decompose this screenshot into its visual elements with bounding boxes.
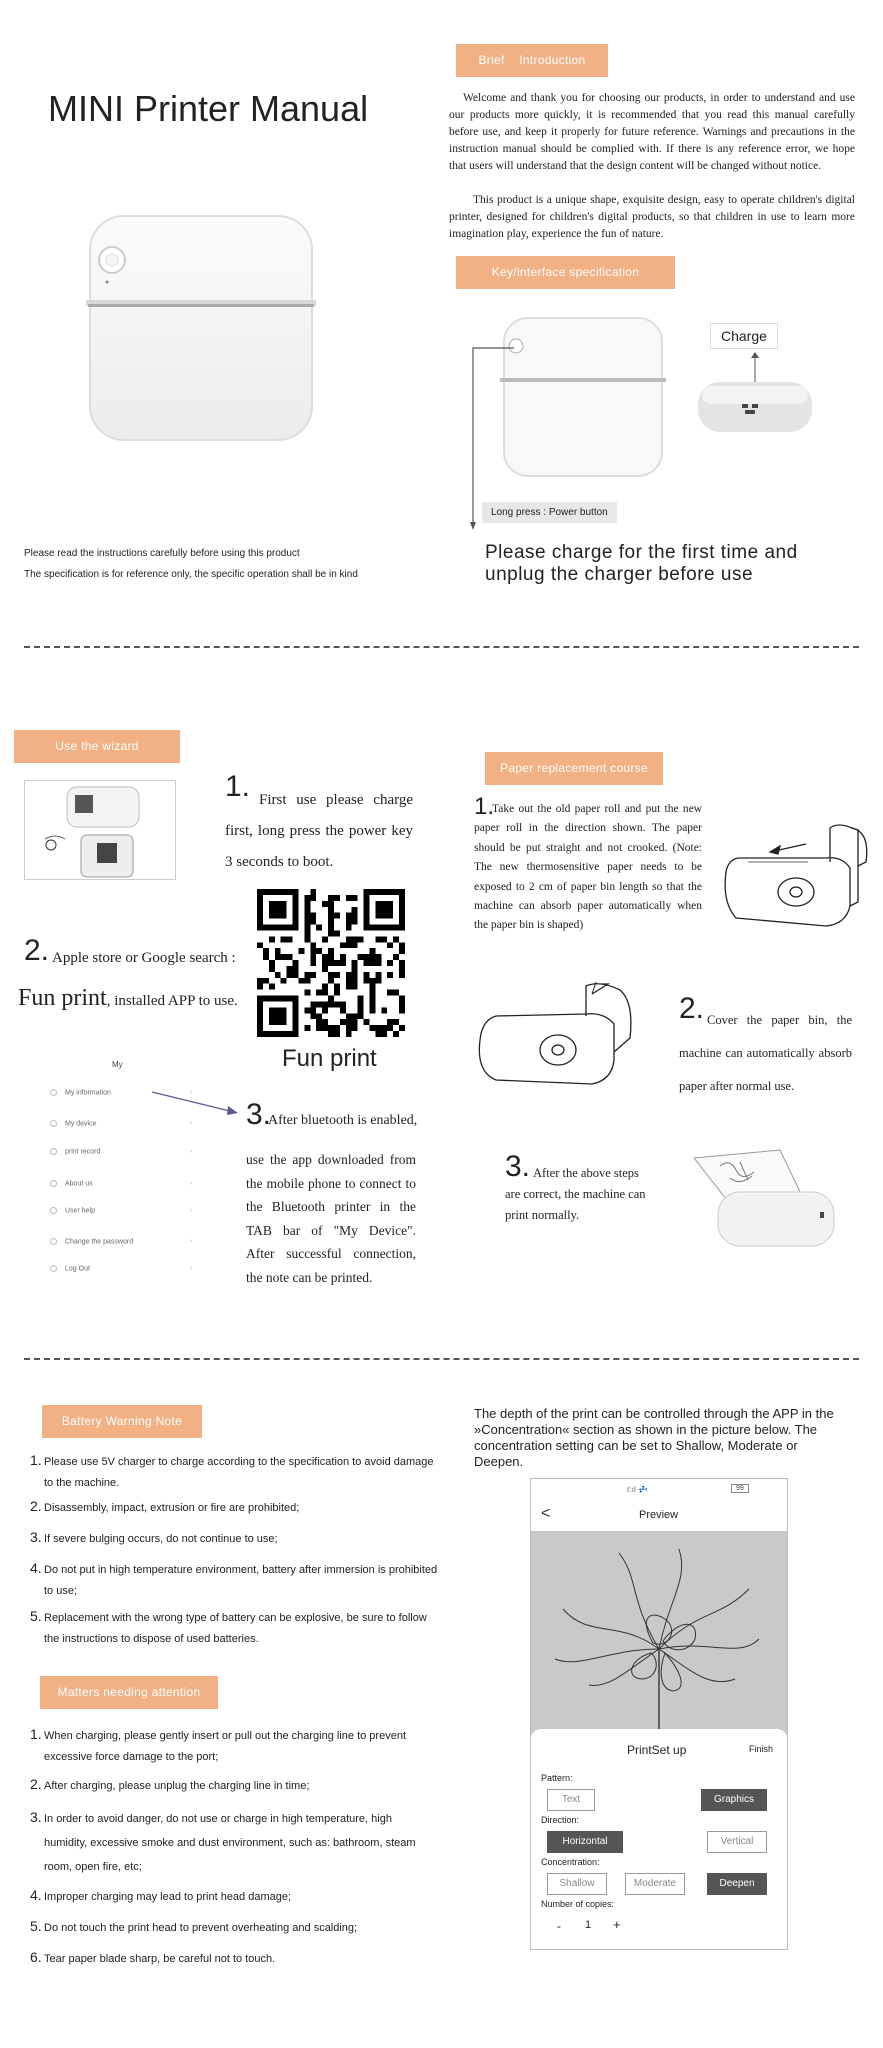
vertical-button[interactable]: Vertical (707, 1831, 767, 1853)
page-title: MINI Printer Manual (48, 88, 369, 129)
wizard-step1-text: First use please charge first, long press the power key 3 seconds to boot. (225, 792, 413, 870)
app-menu-title: My (112, 1060, 123, 1069)
deepen-button[interactable]: Deepen (707, 1873, 767, 1895)
concentration-label: Concentration: (541, 1857, 600, 1867)
brief-para-1: Welcome and thank you for choosing our products, in order to understand and use our products more quickly, it is recommended that you read this manual carefully before use, and keep it properly for future reference. Warnings and precautions in the instruction manual should be complied with. If there is any reference error, we hope that users will understand that the design content will be changed without notice. (449, 92, 855, 172)
battery-item-5: 5. Replacement with the wrong type of battery can be explosive, be sure to follow the instructions to dispose of used batteries. (30, 1608, 427, 1645)
wizard-step2-text: Apple store or Google search : (52, 950, 236, 966)
boot-illustration (24, 780, 176, 880)
preview-title: Preview (639, 1509, 679, 1521)
app-name-large: Fun print (18, 985, 107, 1011)
matters-attention-list (30, 1726, 430, 1970)
app-menu-item-user-help[interactable]: User help › (50, 1207, 95, 1214)
matters-attention-tag: Matters needing attention (40, 1676, 218, 1709)
phone-battery: 99 (731, 1484, 749, 1493)
copies-minus-button[interactable]: - (557, 1919, 561, 1933)
divider-2 (24, 1358, 859, 1360)
app-menu-item-my-device[interactable]: My device › (50, 1120, 97, 1127)
app-menu-item-about-us[interactable]: About us › (50, 1180, 93, 1187)
direction-label: Direction: (541, 1815, 580, 1825)
back-button[interactable]: < (541, 1505, 551, 1522)
step3-arrow (150, 1088, 240, 1118)
horizontal-button[interactable]: Horizontal (547, 1831, 623, 1853)
wizard-step2-appname (18, 985, 238, 1012)
wizard-step3-lead: After bluetooth is enabled, (268, 1113, 418, 1128)
intro-note-2: The specification is for reference only, the specific operation shall be in kind (24, 569, 358, 580)
battery-item-4: 4. Do not put in high temperature environment, battery after immersion is prohibited to use; (30, 1560, 438, 1597)
paper-step3-number: 3. (505, 1150, 531, 1183)
wizard-step3-number: 3. (246, 1098, 272, 1131)
matters-item-3: 3. In order to avoid danger, do not use or charge in high temperature, high humidity, excessive smoke and dust environment, such as: bathroom, steam room, open fire, etc; (30, 1809, 416, 1873)
printer-image (86, 212, 316, 444)
app-menu-item-change-password[interactable]: Change the password › (50, 1238, 133, 1245)
copies-plus-button[interactable]: + (613, 1917, 621, 1932)
graphics-button[interactable]: Graphics (701, 1789, 767, 1811)
use-wizard-tag: Use the wizard (14, 730, 180, 763)
brief-para-2: This product is a unique shape, exquisite design, easy to operate children's digital printer, designed for children's digital products, so that children in use to learn more imagination play, experience the fun of nature. (449, 194, 855, 240)
paper-step2-illustration (474, 980, 654, 1088)
wizard-step2-number: 2. (24, 934, 50, 967)
paper-replacement-tag: Paper replacement course (485, 752, 663, 785)
paper-step1-number: 1. (474, 793, 495, 820)
paper-step3-text: After the above steps are correct, the machine can print normally. (505, 1166, 646, 1222)
brief-introduction-tag: Brief Introduction (456, 44, 608, 77)
shallow-button[interactable]: Shallow (547, 1873, 607, 1895)
intro-note-1: Please read the instructions carefully before using this product (24, 548, 300, 559)
charge-label: Charge (710, 323, 778, 349)
matters-item-2: 2. After charging, please unplug the charging line in time; (30, 1776, 310, 1792)
key-interface-tag: Key/interface specification (456, 256, 675, 289)
paper-step2-number: 2. (679, 992, 705, 1025)
printer-front-image (500, 316, 666, 478)
divider-1 (24, 646, 859, 648)
battery-item-1: 1. Please use 5V charger to charge according to the specification to avoid damage to the machine. (30, 1452, 434, 1489)
depth-description: The depth of the print can be controlled through the APP in the »Concentration« section as shown in the picture below. The concentration setting can be set to Shallow, Moderate or Deepen. (474, 1406, 834, 1469)
app-menu-item-print-record[interactable]: print record › (50, 1148, 100, 1155)
paper-step2-text: Cover the paper bin, the machine can automatically absorb paper after normal use. (679, 1013, 852, 1093)
wizard-step1-number: 1. (225, 770, 251, 803)
power-button-label: Long press : Power button (482, 502, 617, 523)
text-button[interactable]: Text (547, 1789, 595, 1811)
printset-title: PrintSet up (627, 1743, 687, 1757)
battery-item-3: 3. If severe bulging occurs, do not continue to use; (30, 1529, 278, 1545)
matters-item-6: 6. Tear paper blade sharp, be careful not to touch. (30, 1949, 276, 1965)
qr-label: Fun print (282, 1045, 377, 1072)
wizard-step3-text: use the app downloaded from the mobile phone to connect to the Bluetooth printer in the TAB bar of "My Device". After successful connection, the note can be printed. (246, 1152, 416, 1285)
matters-item-5: 5. Do not touch the print head to prevent overheating and scalding; (30, 1918, 358, 1934)
paper-step1-text: Take out the old paper roll and put the new paper roll in the direction shown. The paper should be put straight and not crooked. (Note: The new thermosensitive paper needs to be exposed to 2 cm of paper bin length so that the machine can absorb paper automatically when the paper bin is shaped) (474, 803, 702, 932)
app-menu-item-log-out[interactable]: Log Out › (50, 1265, 90, 1272)
app-name-suffix: , installed APP to use. (106, 993, 238, 1009)
copies-value: 1 (585, 1919, 592, 1931)
printer-side-image (696, 378, 814, 436)
pattern-label: Pattern: (541, 1773, 573, 1783)
copies-label: Number of copies: (541, 1899, 615, 1909)
matters-item-4: 4. Improper charging may lead to print head damage; (30, 1887, 292, 1903)
phone-status: ℓ:ıl 💤 (627, 1485, 648, 1494)
matters-item-1: 1. When charging, please gently insert or pull out the charging line to prevent excessive force damage to the port; (30, 1726, 406, 1763)
phone-screenshot (530, 1478, 788, 1950)
qr-code (257, 889, 405, 1037)
battery-warning-tag: Battery Warning Note (42, 1405, 202, 1438)
paper-step1-illustration (718, 822, 878, 934)
battery-warning-list (30, 1452, 444, 1650)
app-menu-item-my-information[interactable]: My information › (50, 1089, 111, 1096)
charge-first-time-note: Please charge for the first time and unplug the charger before use (485, 542, 798, 585)
paper-step3-illustration (690, 1148, 840, 1248)
finish-button[interactable]: Finish (749, 1744, 774, 1754)
preview-image (531, 1531, 787, 1735)
battery-item-2: 2. Disassembly, impact, extrusion or fire are prohibited; (30, 1498, 300, 1514)
moderate-button[interactable]: Moderate (625, 1873, 685, 1895)
